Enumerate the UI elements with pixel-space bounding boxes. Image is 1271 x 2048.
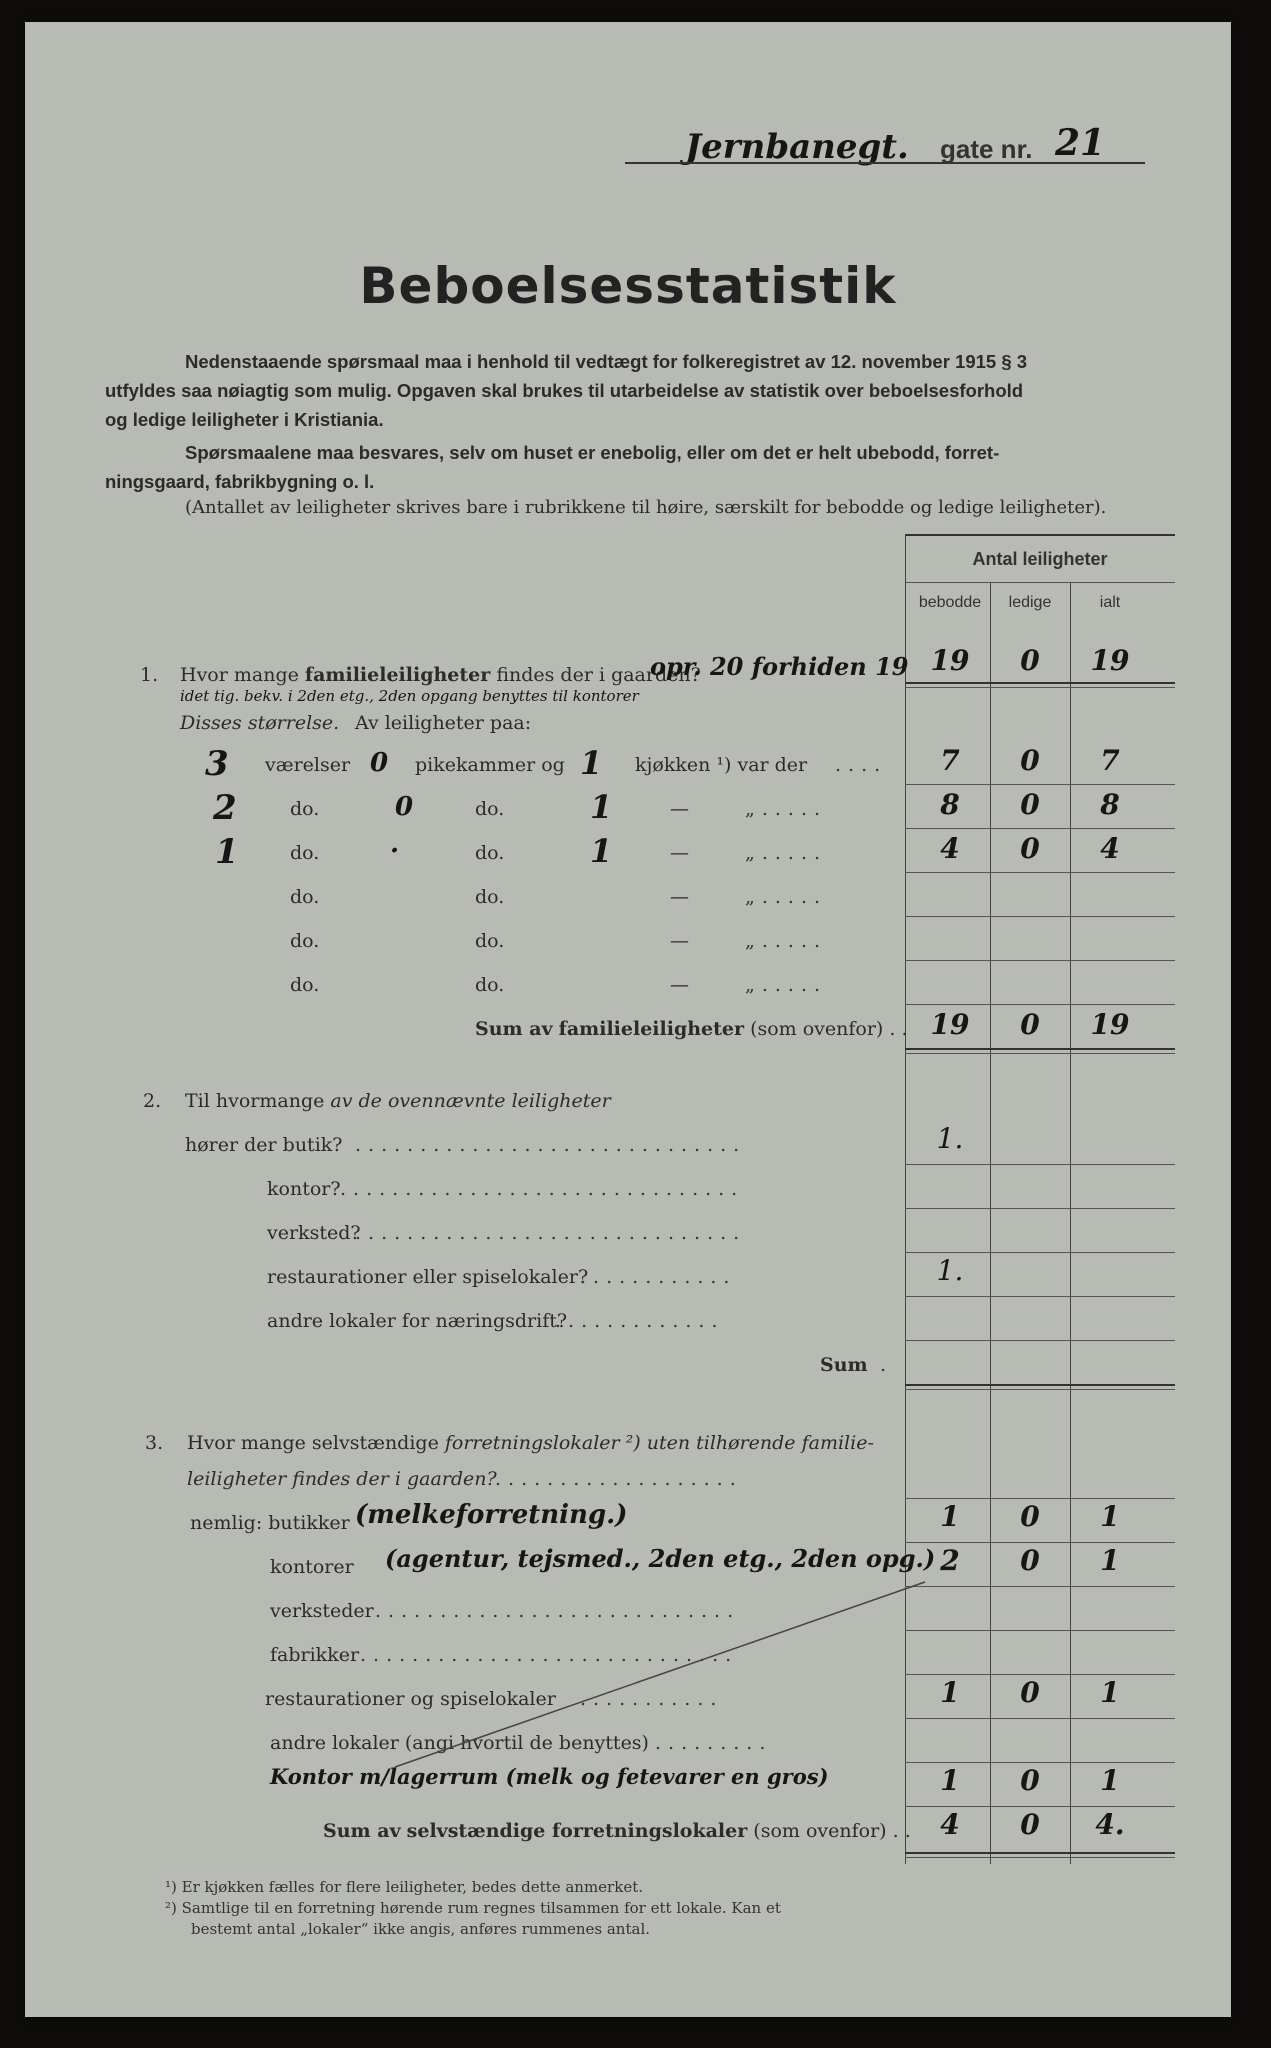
q3-sum-ialt: 4.	[1095, 1808, 1125, 1841]
maid-label: do.	[475, 886, 505, 908]
table-top-rule	[905, 534, 1175, 536]
row-rule	[905, 1852, 1175, 1854]
page-title: Beboelsesstatistik	[359, 257, 897, 315]
q1-sum-ialt: 19	[1090, 1008, 1130, 1041]
cell-ialt: 1	[1100, 1764, 1120, 1797]
col-header-bebodde: bebodde	[918, 594, 982, 611]
rooms-label: do.	[290, 842, 320, 864]
row-rule	[905, 1004, 1175, 1005]
q3-item-label: andre lokaler (angi hvortil de benyttes)	[270, 1732, 649, 1754]
q3-item-label: restaurationer og spiselokaler	[265, 1688, 556, 1710]
intro-line: Nedenstaaende spørsmaal maa i henhold til vedtægt for folkeregistret av 12. november 1915 § 3	[185, 351, 1028, 372]
cell-ialt: 7	[1100, 744, 1120, 777]
q1-bebodde: 19	[930, 644, 970, 677]
kitchen-count: 1	[590, 788, 613, 826]
cell-bebodde: 1	[940, 1764, 960, 1797]
row-rule	[905, 1762, 1175, 1763]
kitchen-label: —	[670, 974, 689, 996]
q2-item-label: restaurationer eller spiselokaler?	[267, 1266, 589, 1288]
kitchen-count: 1	[590, 832, 613, 870]
maid-count: ·	[390, 836, 400, 866]
q3-sum-bebodde: 4	[940, 1808, 960, 1841]
street-number-handwritten: 21	[1055, 122, 1106, 164]
header-underline	[625, 162, 1145, 164]
rooms-label: værelser	[265, 754, 351, 776]
kitchen-label: —	[670, 798, 689, 820]
row-rule	[905, 1718, 1175, 1719]
row-rule	[905, 1208, 1175, 1209]
rooms-label: do.	[290, 798, 320, 820]
q1-ledige: 0	[1020, 644, 1040, 677]
row-rule	[905, 1384, 1175, 1386]
intro-paragraph	[105, 347, 1175, 496]
cell-ledige: 0	[1020, 788, 1040, 821]
row-rule	[905, 1048, 1175, 1050]
q1-handwritten-note: idet tig. bekv. i 2den etg., 2den opgang benyttes til kontorer	[180, 687, 639, 705]
row-rule	[905, 784, 1175, 785]
q1-sum-ledige: 0	[1020, 1008, 1040, 1041]
kitchen-label: —	[670, 930, 689, 952]
q3-item-label: verksteder	[270, 1600, 374, 1622]
q2-item-label: kontor?	[267, 1178, 341, 1200]
cell-bebodde: 2	[940, 1544, 960, 1577]
kitchen-label: kjøkken ¹) var der	[635, 754, 808, 776]
row-rule	[905, 1806, 1175, 1807]
maid-label: do.	[475, 974, 505, 996]
cell-ledige: 0	[1020, 1764, 1040, 1797]
footnote-2: ²) Samtlige til en forretning hørende rum regnes tilsammen for ett lokale. Kan et	[165, 1899, 781, 1917]
maid-count: 0	[370, 748, 389, 778]
cell-ialt: 1	[1100, 1544, 1120, 1577]
row-rule	[905, 1498, 1175, 1499]
row-rule	[905, 682, 1175, 684]
cell-bebodde: 1.	[936, 1254, 964, 1287]
row-rule	[905, 1857, 1175, 1858]
q3-handwritten: (agentur, tejsmed., 2den etg., 2den opg.)	[385, 1544, 936, 1573]
row-rule	[905, 872, 1175, 873]
q3-item-label: fabrikker	[270, 1644, 360, 1666]
q1-handwritten-answer: opr. 20 forhiden 19	[650, 652, 909, 681]
row-rule	[905, 916, 1175, 917]
q3-question-line2: leiligheter findes der i gaarden?	[187, 1468, 497, 1490]
maid-label: do.	[475, 798, 505, 820]
cell-ialt: 8	[1100, 788, 1120, 821]
cell-ledige: 0	[1020, 1500, 1040, 1533]
row-rule	[905, 1252, 1175, 1253]
q3-number: 3.	[145, 1432, 164, 1454]
q1-ialt: 19	[1090, 644, 1130, 677]
q3-item-label: nemlig: butikker	[190, 1512, 350, 1534]
cell-ledige: 0	[1020, 744, 1040, 777]
cell-bebodde: 4	[940, 832, 960, 865]
form-page: Jernbanegt. gate nr. 21 Beboelsesstatistik Nedenstaaende spørsmaal maa i henhold til vedtægt for folkeregistret av 12. november 1915 § 3 utfyldes saa nøiagtig som mulig. Opgaven skal brukes til utarbeidelse av statistik over beboelsesforhold og ledige leiligheter i Kristiania. Spørsmaalene maa besvares, selv om huset er enebolig, eller om det er helt ubebodd, forret- ningsgaard, fabrikbygning o. l. (Antallet av leiligheter skrives bare i rubrikkene til høire, særskilt for bebodde og ledige leiligheter). Antal leiligheter bebodde ledige ialt 1. Hvor mange familieleiligheter findes der i gaarden? opr. 20 forhiden 19 idet tig. bekv. i 2den etg., 2den opgang benyttes til kontorer 19 0 19 Disses størrelse. Av leiligheter paa: 3 værelser 0 pikekammer og 1 kjøkken ¹) var der .... 7 0 7 2 do. 0 do. 1 — „..... 8 0 8 1 do. · do. 1 — „..... 4 0 4 do. do. — „..... do. do. — „..... do. do. — „..... Sum av familieleiligheter (som ovenfor) . . 19 0 19 2. Til hvormange av de ovennævnte leiligheter hører der butik? .............................. 1. kontor? ............................... verksted? .............................. restaurationer eller spiselokaler? ............ 1. andre lokaler for næringsdrift? ............. Sum . 3. Hvor mange selvstændige forretningslokaler ²) uten tilhørende familie- leiligheter findes der i gaarden? ................... nemlig: butikker (melkeforretning.) 1 0 1 kontorer (agentur, tejsmed., 2den etg., 2den opg.) 2 0 1 verksteder ............................ fabrikker ............................. restaurationer og spiselokaler ........... 1 0 1 andre lokaler (angi hvortil de benyttes) ......... Kontor m/lagerrum (melk og fetevarer en gros) 1 0 1 Sum av selvstændige forretningslokaler (som ovenfor) . . 4 0 4. ¹) Er kjøkken fælles for flere leiligheter, bedes dette anmerket. ²) Samtlige til en forretning hørende rum regnes tilsammen for ett lokale. Kan et bestemt antal „lokaler“ ikke angis, anføres rummenes antal.	[25, 22, 1231, 2017]
col-header-ialt: ialt	[1099, 594, 1121, 611]
cell-bebodde: 1.	[936, 1122, 964, 1155]
q2-number: 2.	[143, 1090, 162, 1112]
table-header-rule	[905, 582, 1175, 583]
intro-line: ningsgaard, fabrikbygning o. l.	[105, 471, 375, 492]
cell-ialt: 4	[1100, 832, 1120, 865]
rooms-label: do.	[290, 886, 320, 908]
footnote-1: ¹) Er kjøkken fælles for flere leiligheter, bedes dette anmerket.	[165, 1878, 643, 1896]
maid-count: 0	[395, 792, 414, 822]
cell-ialt: 1	[1100, 1676, 1120, 1709]
q3-question-line1: Hvor mange selvstændige forretningslokaler ²) uten tilhørende familie-	[187, 1432, 874, 1454]
q3-sum-ledige: 0	[1020, 1808, 1040, 1841]
q1-question: Hvor mange familieleiligheter findes der i gaarden?	[180, 664, 701, 686]
cell-bebodde: 7	[940, 744, 960, 777]
rooms-count: 3	[205, 744, 229, 784]
cell-bebodde: 8	[940, 788, 960, 821]
row-rule	[905, 1389, 1175, 1390]
row-rule	[905, 1340, 1175, 1341]
kitchen-label: —	[670, 886, 689, 908]
row-rule	[905, 1674, 1175, 1675]
q3-sum-label: Sum av selvstændige forretningslokaler (som ovenfor) . .	[323, 1820, 911, 1842]
row-rule	[905, 1542, 1175, 1543]
q2-item-label: hører der butik?	[185, 1134, 343, 1156]
street-name-handwritten: Jernbanegt.	[685, 127, 909, 167]
intro-note: (Antallet av leiligheter skrives bare i rubrikkene til høire, særskilt for bebodde og ledige leiligheter).	[185, 497, 1107, 518]
cell-ledige: 0	[1020, 1676, 1040, 1709]
kitchen-label: —	[670, 842, 689, 864]
handwritten-strike-line	[385, 1562, 945, 1772]
row-rule	[905, 960, 1175, 961]
q1-sum-label: Sum av familieleiligheter (som ovenfor) . .	[475, 1018, 908, 1040]
q3-handwritten: Kontor m/lagerrum (melk og fetevarer en gros)	[270, 1764, 829, 1789]
q3-item-label: kontorer	[270, 1556, 354, 1578]
intro-line: Spørsmaalene maa besvares, selv om huset er enebolig, eller om det er helt ubebodd, forret-	[185, 442, 1000, 463]
maid-label: pikekammer og	[415, 754, 565, 776]
row-rule	[905, 1296, 1175, 1297]
intro-line: utfyldes saa nøiagtig som mulig. Opgaven skal brukes til utarbeidelse av statistik over beboelsesforhold	[105, 380, 1024, 401]
maid-label: do.	[475, 930, 505, 952]
rooms-count: 2	[213, 788, 237, 828]
kitchen-count: 1	[580, 744, 603, 782]
q1-sum-bebodde: 19	[930, 1008, 970, 1041]
q1-number: 1.	[140, 664, 159, 686]
cell-ledige: 0	[1020, 1544, 1040, 1577]
footnote-2-cont: bestemt antal „lokaler“ ikke angis, anføres rummenes antal.	[191, 1920, 651, 1938]
q2-sum-label: Sum	[820, 1354, 868, 1376]
table-group-header: Antal leiligheter	[972, 549, 1108, 569]
q3-handwritten: (melkeforretning.)	[355, 1500, 628, 1530]
q2-item-label: verksted?	[267, 1222, 361, 1244]
row-rule	[905, 1586, 1175, 1587]
rooms-label: do.	[290, 930, 320, 952]
row-rule	[905, 1164, 1175, 1165]
cell-ledige: 0	[1020, 832, 1040, 865]
row-rule	[905, 687, 1175, 688]
maid-label: do.	[475, 842, 505, 864]
intro-line: og ledige leiligheter i Kristiania.	[105, 409, 384, 430]
rooms-count: 1	[215, 832, 239, 872]
col-header-ledige: ledige	[1008, 594, 1052, 611]
cell-bebodde: 1	[940, 1500, 960, 1533]
cell-ialt: 1	[1100, 1500, 1120, 1533]
gate-label: gate nr.	[940, 134, 1033, 164]
q2-intro: Til hvormange av de ovennævnte leiligheter	[185, 1090, 611, 1112]
q1-sizes-label: Av leiligheter paa:	[355, 712, 532, 734]
cell-bebodde: 1	[940, 1676, 960, 1709]
row-rule	[905, 1630, 1175, 1631]
q2-item-label: andre lokaler for næringsdrift?	[267, 1310, 568, 1332]
rooms-label: do.	[290, 974, 320, 996]
row-rule	[905, 828, 1175, 829]
q1-sizes-label-italic: Disses størrelse.	[180, 712, 340, 734]
row-rule	[905, 1053, 1175, 1054]
